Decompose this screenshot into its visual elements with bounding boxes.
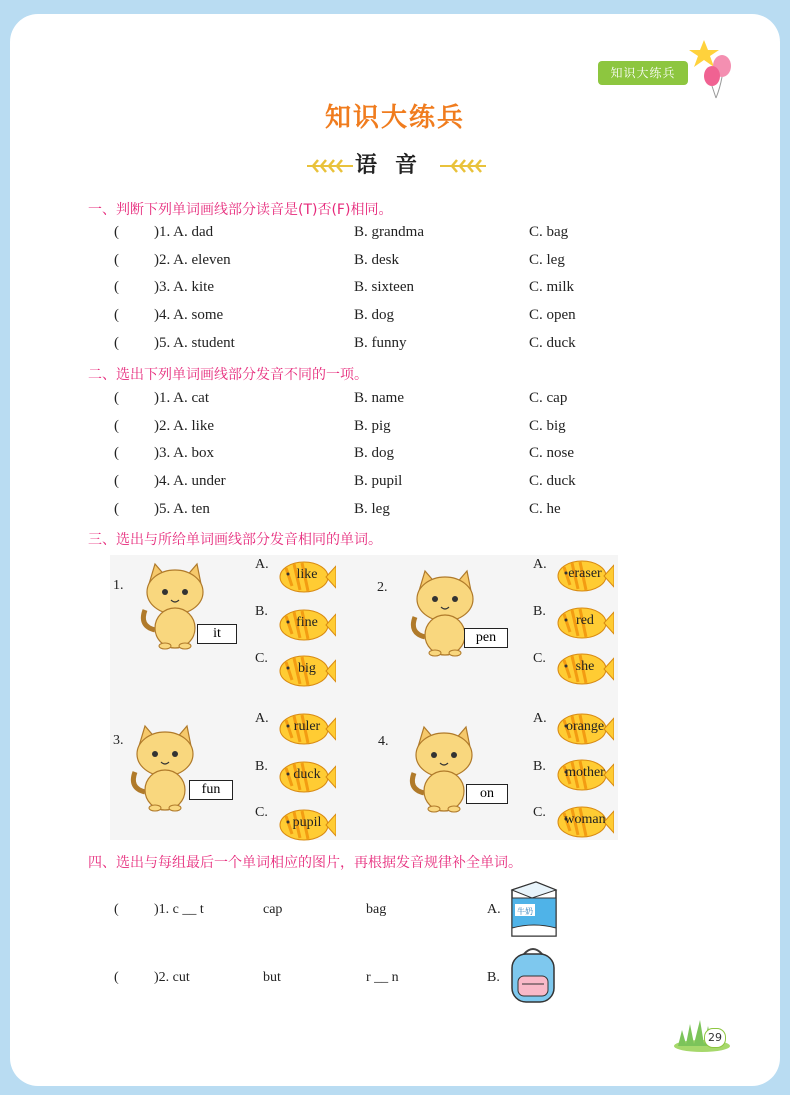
section3-heading: 三、选出与所给单词画线部分发音相同的单词。 <box>88 532 382 548</box>
section1-option-a: )2. A. eleven <box>154 251 231 268</box>
section1-option-paren: ( <box>114 334 119 351</box>
fish-option <box>278 758 336 796</box>
s3-question-number: 3. <box>113 733 124 748</box>
section2-option-b: B. pig <box>354 417 391 434</box>
section1-option-paren: ( <box>114 279 119 296</box>
fish-option <box>556 557 614 595</box>
s4-item: )2. cut <box>154 970 190 985</box>
section1-heading: 一、判断下列单词画线部分读音是(T)否(F)相同。 <box>88 202 393 218</box>
section2-option-paren: ( <box>114 417 119 434</box>
s3-option-word: pupil <box>292 815 322 830</box>
section2-option-a: )1. A. cat <box>154 390 209 406</box>
star-balloon-icon <box>686 36 736 100</box>
section2-option-c: C. duck <box>529 473 576 490</box>
section1-option-c: C. leg <box>529 251 565 268</box>
section2-option-b: B. name <box>354 390 404 406</box>
page-title: 知识大练兵 <box>324 103 465 133</box>
section1-option-paren: ( <box>114 251 119 268</box>
section2-heading: 二、选出下列单词画线部分发音不同的一项。 <box>88 367 368 383</box>
section1-option-b: B. desk <box>354 251 399 268</box>
s4-paren: ( <box>114 902 119 917</box>
fish-option <box>278 710 336 748</box>
s4-paren: ( <box>114 970 119 985</box>
s3-option-word: big <box>298 661 316 676</box>
s4-word: bag <box>366 902 387 917</box>
fish-option <box>278 606 336 644</box>
milk-label: 牛奶 <box>517 907 533 916</box>
s4-word: r __ n <box>366 970 399 985</box>
s3-option-letter: A. <box>533 711 547 726</box>
s4-pic-letter: B. <box>487 970 500 985</box>
fish-option <box>556 650 614 688</box>
section2-option-b: B. leg <box>354 500 390 517</box>
fish-option <box>556 803 614 841</box>
section1-option-c: C. open <box>529 307 576 324</box>
section1-option-a: )3. A. kite <box>154 279 214 296</box>
s3-given-word: it <box>197 624 237 644</box>
fish-option <box>278 806 336 844</box>
section2-option-a: )3. A. box <box>154 445 214 462</box>
section1-option-b: B. funny <box>354 334 407 351</box>
s3-option-letter: A. <box>255 711 269 726</box>
s3-option-letter: B. <box>533 604 546 619</box>
fish-option <box>556 710 614 748</box>
s3-option-letter: A. <box>533 557 547 572</box>
subtitle: 语音 <box>354 153 435 178</box>
s3-option-word: fine <box>296 615 318 630</box>
s3-question-number: 4. <box>378 734 389 749</box>
wheat-right-icon <box>438 156 488 176</box>
section1-option-c: C. bag <box>529 224 569 240</box>
s4-word: cap <box>263 902 283 917</box>
section2-option-b: B. pupil <box>354 473 403 490</box>
s3-option-word: eraser <box>568 566 602 581</box>
s3-given-word: pen <box>464 628 508 648</box>
s3-option-word: mother <box>565 765 605 780</box>
s3-option-word: like <box>296 567 318 582</box>
s3-option-letter: C. <box>533 651 546 666</box>
section-tag: 知识大练兵 <box>598 61 688 85</box>
section1-option-b: B. sixteen <box>354 279 414 296</box>
section2-option-a: )2. A. like <box>154 417 214 434</box>
s3-option-letter: C. <box>255 651 268 666</box>
section2-option-paren: ( <box>114 390 119 406</box>
s3-option-letter: C. <box>533 805 546 820</box>
section2-option-c: C. big <box>529 417 566 434</box>
section2-option-b: B. dog <box>354 445 395 462</box>
s3-question-number: 2. <box>377 580 388 595</box>
s3-option-word: ruler <box>293 719 321 734</box>
s3-option-word: woman <box>564 812 606 827</box>
s4-pic-letter: A. <box>487 902 501 917</box>
s3-option-word: duck <box>293 767 321 782</box>
s3-option-word: she <box>575 659 595 674</box>
section2-option-c: C. nose <box>529 445 574 462</box>
section2-option-paren: ( <box>114 500 119 517</box>
section1-option-paren: ( <box>114 307 119 324</box>
section1-option-a: )1. A. dad <box>154 224 214 240</box>
s3-question-number: 1. <box>113 578 124 593</box>
section2-option-c: C. cap <box>529 390 568 406</box>
s3-option-letter: C. <box>255 805 268 820</box>
fish-option <box>556 604 614 642</box>
section2-option-a: )4. A. under <box>154 473 226 490</box>
section1-option-c: C. milk <box>529 279 575 296</box>
section4-heading: 四、选出与每组最后一个单词相应的图片，再根据发音规律补全单词。 <box>88 855 522 871</box>
section2-option-a: )5. A. ten <box>154 500 210 517</box>
s3-option-word: orange <box>565 719 605 734</box>
section2-option-paren: ( <box>114 473 119 490</box>
section1-option-a: )5. A. student <box>154 334 235 351</box>
s3-option-letter: B. <box>255 604 268 619</box>
fish-option <box>556 756 614 794</box>
s4-word: but <box>263 970 281 985</box>
section1-option-b: B. grandma <box>354 224 424 240</box>
s3-option-letter: B. <box>255 759 268 774</box>
section1-option-c: C. duck <box>529 334 576 351</box>
fish-option <box>278 652 336 690</box>
section2-option-paren: ( <box>114 445 119 462</box>
section1-option-b: B. dog <box>354 307 395 324</box>
s3-option-word: red <box>576 613 594 628</box>
section2-option-c: C. he <box>529 500 561 517</box>
s3-given-word: fun <box>189 780 233 800</box>
milk-carton-icon <box>506 880 562 940</box>
fish-option <box>278 558 336 596</box>
s3-option-letter: B. <box>533 759 546 774</box>
s3-given-word: on <box>466 784 508 804</box>
s4-item: )1. c __ t <box>154 902 204 917</box>
backpack-icon <box>504 944 562 1006</box>
page-number: 29 <box>704 1028 726 1048</box>
section1-option-a: )4. A. some <box>154 307 224 324</box>
s3-option-letter: A. <box>255 557 269 572</box>
section1-option-paren: ( <box>114 224 119 240</box>
